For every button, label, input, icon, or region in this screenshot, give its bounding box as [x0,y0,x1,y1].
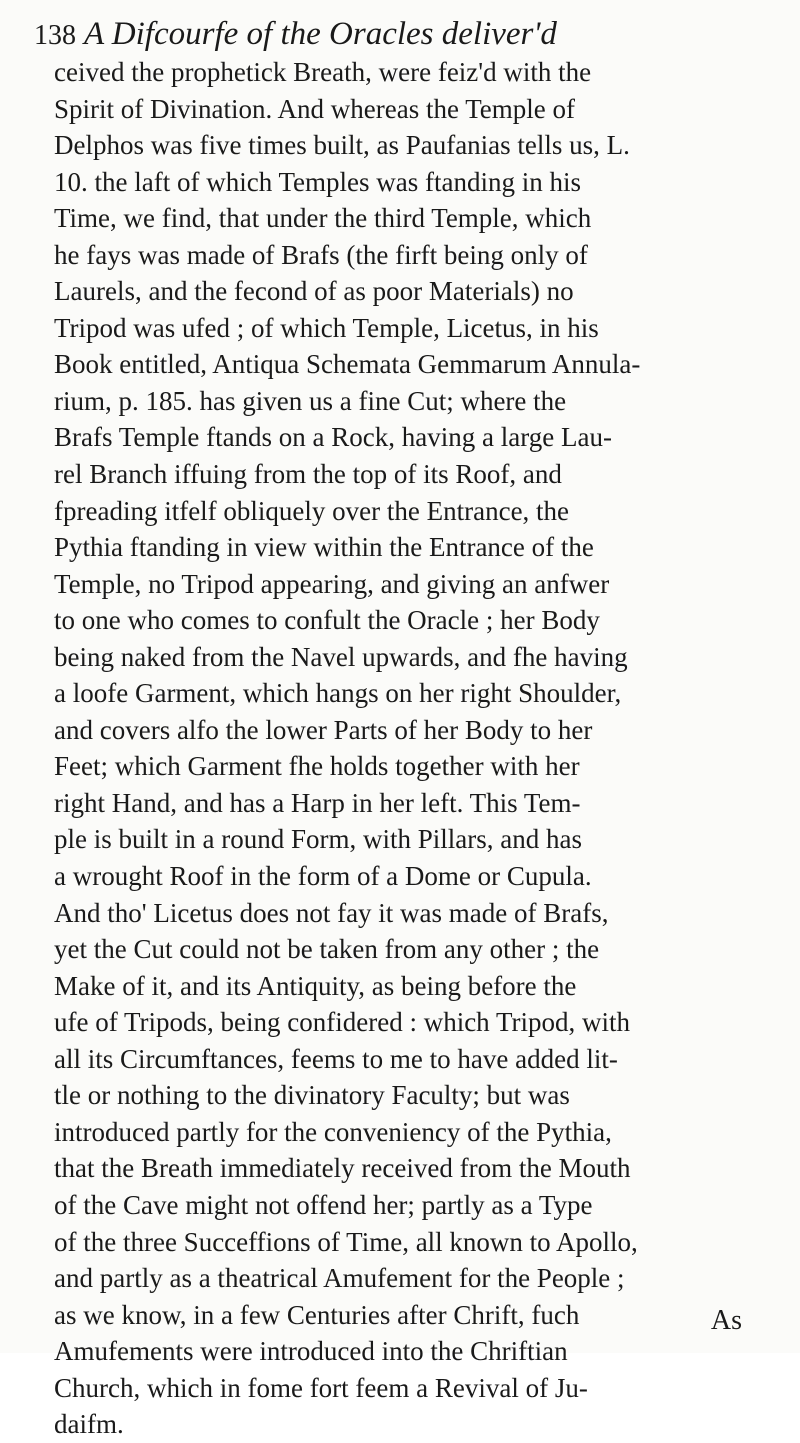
text-line: right Hand, and has a Harp in her left. This Tem- [54,787,581,818]
text-line: introduced partly for the conveniency of the Pythia, [54,1116,612,1147]
text-line: Brafs Temple ftands on a Rock, having a large Lau- [54,422,612,453]
text-line: yet the Cut could not be taken from any other ; the [54,934,600,965]
text-line: And tho' Licetus does not fay it was made of Brafs, [54,897,609,928]
text-line: Temple, no Tripod appearing, and giving an anfwer [54,568,610,599]
text-line: daifm. [54,1409,124,1440]
text-line: ufe of Tripods, being confidered : which Tripod, with [54,1007,630,1038]
text-line: ple is built in a round Form, with Pillars, and has [54,824,582,855]
text-line: Pythia ftanding in view within the Entrance of the [54,532,594,563]
text-line: Delphos was five times built, as Paufanias tells us, L. [54,130,630,161]
text-line: and covers alfo the lower Parts of her Body to her [54,714,593,745]
running-title: A Difcourfe of the Oracles deliver'd [84,16,557,52]
text-line: of the Cave might not offend her; partly as a Type [54,1189,593,1220]
text-line: being naked from the Navel upwards, and fhe having [54,641,628,672]
text-line: Feet; which Garment fhe holds together with her [54,751,580,782]
text-line: that the Breath immediately received from the Mouth [54,1153,631,1184]
text-line: rium, p. 185. has given us a fine Cut; where the [54,385,567,416]
text-line: Laurels, and the fecond of as poor Materials) no [54,276,574,307]
page-number: 138 [34,20,76,51]
text-line: Tripod was ufed ; of which Temple, Licetus, in his [54,312,599,343]
text-line: rel Branch iffuing from the top of its Roof, and [54,459,562,490]
text-line: he fays was made of Brafs (the firft being only of [54,239,588,270]
running-head [34,14,557,56]
text-line: Church, which in fome fort feem a Revival of Ju- [54,1372,588,1403]
catchword: As [710,1305,742,1336]
text-line: tle or nothing to the divinatory Faculty; but was [54,1080,570,1111]
text-line: and partly as a theatrical Amufement for the People ; [54,1263,625,1294]
text-line: of the three Succeffions of Time, all known to Apollo, [54,1226,638,1257]
text-line: Time, we find, that under the third Temple, which [54,203,592,234]
text-line: as we know, in a few Centuries after Chrift, fuch [54,1299,580,1330]
text-line: Spirit of Divination. And whereas the Temple of [54,93,576,124]
text-line: a wrought Roof in the form of a Dome or Cupula. [54,861,592,892]
text-line: Book entitled, Antiqua Schemata Gemmarum Annula- [54,349,641,380]
text-line: ceived the prophetick Breath, were feiz'd with the [54,57,592,87]
text-line: 10. the laft of which Temples was ftanding in his [54,166,582,197]
text-line: Make of it, and its Antiquity, as being before the [54,970,577,1001]
text-line: to one who comes to confult the Oracle ; her Body [54,605,600,636]
text-line: a loofe Garment, which hangs on her right Shoulder, [54,678,622,709]
text-line: Amufements were introduced into the Chriftian [54,1336,568,1367]
text-line: all its Circumftances, feems to me to have added lit- [54,1043,618,1074]
body-text [54,54,794,1443]
text-line: fpreading itfelf obliquely over the Entrance, the [54,495,570,526]
